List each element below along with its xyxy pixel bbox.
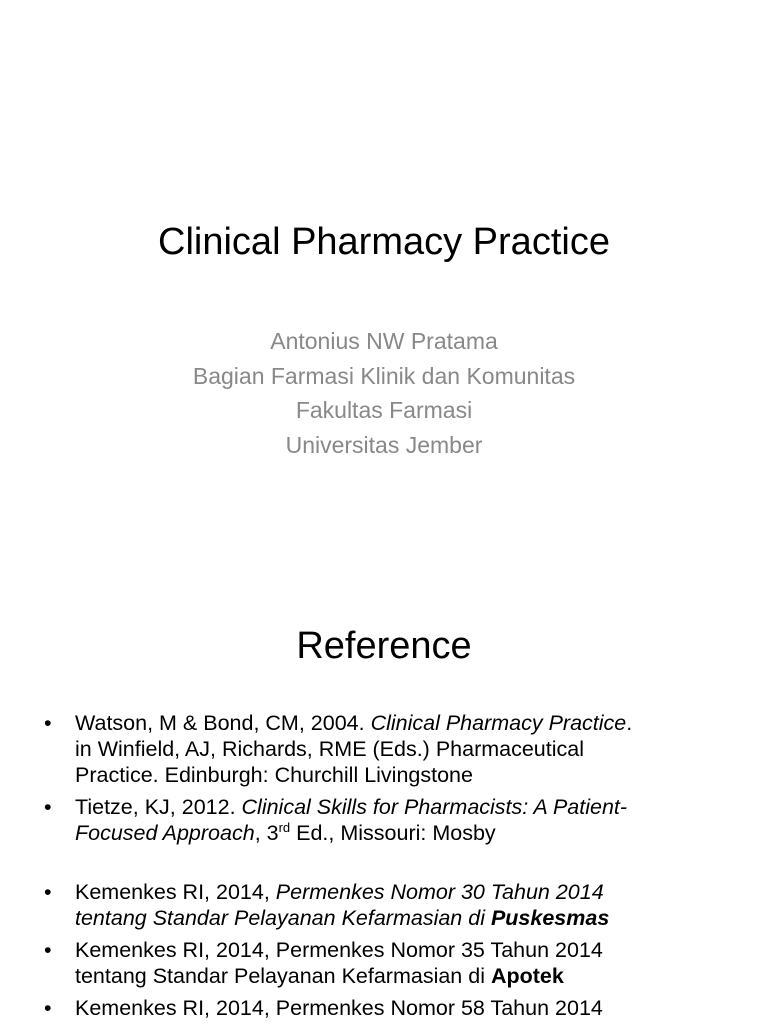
reference-line — [75, 710, 744, 736]
reference-item — [44, 995, 744, 1021]
reference-regulation-title: Permenkes Nomor 30 Tahun 2014 — [275, 880, 604, 904]
reference-emphasis: Apotek — [490, 964, 564, 988]
reference-slide — [0, 576, 768, 1024]
slide-subtitle — [0, 324, 768, 462]
reference-line — [75, 794, 744, 820]
bullet-icon: • — [44, 880, 52, 904]
reference-emphasis: Puskesmas — [490, 906, 610, 930]
reference-line — [75, 820, 744, 846]
reference-line: Kemenkes RI, 2014, Permenkes Nomor 35 Tahun 2014 — [75, 938, 603, 962]
reference-item — [44, 794, 744, 846]
department: Bagian Farmasi Klinik dan Komunitas — [192, 362, 576, 389]
reference-book-title: Clinical Pharmacy Practice — [370, 711, 627, 735]
reference-book-title: Focused Approach — [75, 821, 255, 845]
university: Universitas Jember — [285, 431, 483, 458]
reference-text: Tietze, KJ, 2012. — [75, 795, 242, 819]
faculty: Fakultas Farmasi — [295, 397, 473, 423]
reference-line — [75, 905, 744, 931]
reference-line: in Winfield, AJ, Richards, RME (Eds.) Pharmaceutical — [75, 737, 584, 761]
author-name: Antonius NW Pratama — [270, 328, 498, 354]
reference-text: Watson, M & Bond, CM, 2004. — [75, 711, 371, 735]
reference-text: . — [626, 711, 633, 735]
edition-superscript: rd — [278, 819, 291, 835]
reference-text: Ed., Missouri: Mosby — [290, 821, 496, 845]
bullet-icon: • — [44, 711, 52, 735]
reference-line: Kemenkes RI, 2014, Permenkes Nomor 58 Tahun 2014 — [75, 996, 603, 1020]
bullet-icon: • — [44, 996, 52, 1020]
reference-line: Practice. Edinburgh: Churchill Livingstone — [75, 763, 473, 787]
reference-line — [75, 963, 744, 989]
reference-item — [44, 710, 744, 788]
reference-list — [44, 710, 744, 1024]
reference-regulation-title: tentang Standar Pelayanan Kefarmasian di — [75, 906, 491, 930]
bullet-icon: • — [44, 795, 52, 819]
reference-book-title: Clinical Skills for Pharmacists: A Patient- — [241, 795, 628, 819]
reference-line — [75, 879, 744, 905]
reference-text: Kemenkes RI, 2014, — [75, 880, 276, 904]
reference-item — [44, 879, 744, 931]
bullet-icon: • — [44, 938, 52, 962]
slide-title: Clinical Pharmacy Practice — [158, 221, 610, 263]
reference-item — [44, 937, 744, 989]
reference-text: , 3 — [254, 821, 279, 845]
reference-title: Reference — [296, 625, 472, 667]
reference-text: tentang Standar Pelayanan Kefarmasian di — [75, 964, 491, 988]
